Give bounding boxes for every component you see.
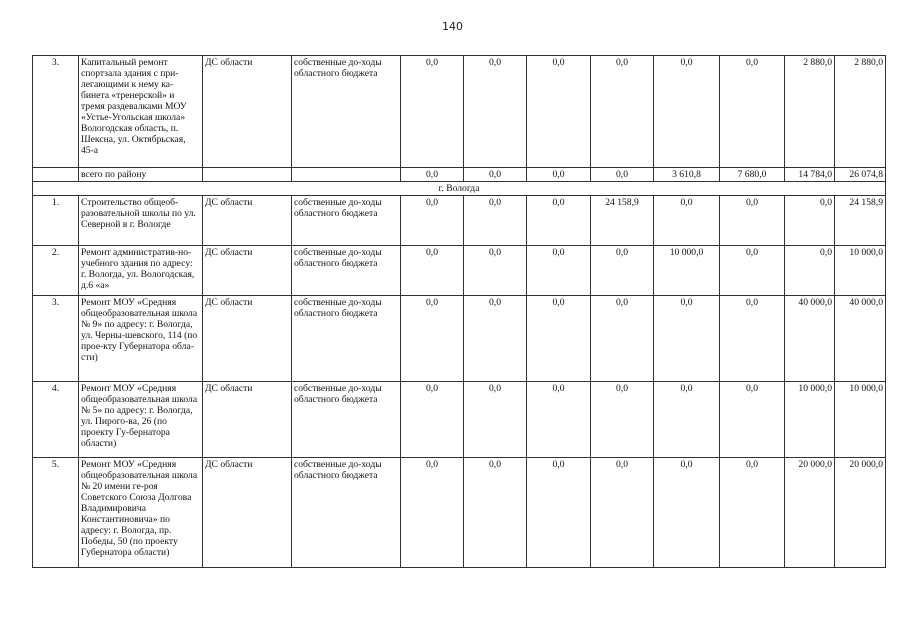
value-cell: 0,0 [720,458,785,568]
table-row [33,382,886,458]
funding-type: собственные до-ходы областного бюджета [292,382,401,458]
value-cell: 0,0 [591,458,654,568]
table-row [33,458,886,568]
value-cell: 0,0 [401,56,464,168]
value-cell: 0,0 [401,458,464,568]
row-number: 5. [33,458,79,568]
value-cell: 0,0 [720,56,785,168]
value-cell: 0,0 [527,196,591,246]
value-cell: 0,0 [785,196,835,246]
value-cell: 0,0 [654,196,720,246]
value-cell: 0,0 [527,382,591,458]
value-cell: 20 000,0 [835,458,886,568]
value-cell: 0,0 [591,246,654,296]
row-number: 3. [33,296,79,382]
value-cell: 0,0 [464,196,527,246]
funding-source: ДС области [203,246,292,296]
value-cell: 0,0 [654,458,720,568]
section-row [33,182,886,196]
value-cell: 0,0 [591,382,654,458]
value-cell: 0,0 [401,196,464,246]
value-cell: 0,0 [401,296,464,382]
value-cell: 2 880,0 [835,56,886,168]
district-total-label: всего по району [79,168,203,182]
value-cell: 10 000,0 [654,246,720,296]
funding-type: собственные до-ходы областного бюджета [292,196,401,246]
table-row [33,296,886,382]
budget-table [32,55,886,568]
value-cell: 0,0 [527,296,591,382]
value-cell: 0,0 [654,296,720,382]
value-cell: 0,0 [654,56,720,168]
table-row [33,196,886,246]
value-cell: 10 000,0 [835,382,886,458]
row-number: 2. [33,246,79,296]
total-cell: 0,0 [401,168,464,182]
value-cell: 0,0 [464,246,527,296]
total-cell: 14 784,0 [785,168,835,182]
value-cell: 0,0 [464,458,527,568]
value-cell: 0,0 [527,458,591,568]
total-cell: 0,0 [527,168,591,182]
row-number: 4. [33,382,79,458]
funding-source: ДС области [203,458,292,568]
funding-source: ДС области [203,296,292,382]
value-cell: 0,0 [527,246,591,296]
value-cell: 20 000,0 [785,458,835,568]
object-name: Ремонт МОУ «Средняя общеобразовательная школа № 9» по адресу: г. Вологда, ул. Черны-шевского, 114 (по прое-кту Губернатора обла-сти) [79,296,203,382]
funding-source: ДС области [203,196,292,246]
value-cell: 0,0 [720,296,785,382]
section-title: г. Вологда [33,182,886,196]
row-number: 3. [33,56,79,168]
value-cell: 0,0 [785,246,835,296]
value-cell: 0,0 [527,56,591,168]
value-cell: 0,0 [401,246,464,296]
value-cell: 0,0 [720,196,785,246]
object-name: Ремонт МОУ «Средняя общеобразовательная школа № 20 имени ге-роя Советского Союза Долгова Владимировича Константиновича» по адресу: г. Вологда, пр. Победы, 50 (по проекту Губернатора области) [79,458,203,568]
object-name: Капитальный ремонт спортзала здания с при-легающими к нему ка-бинета «тренерской» и тремя раздевалками МОУ «Устье-Угольская школа» Вологодская область, п. Шексна, ул. Октябрьская, 45-а [79,56,203,168]
funding-type: собственные до-ходы областного бюджета [292,56,401,168]
funding-type: собственные до-ходы областного бюджета [292,458,401,568]
funding-source: ДС области [203,56,292,168]
value-cell: 40 000,0 [835,296,886,382]
total-cell: 3 610,8 [654,168,720,182]
funding-type: собственные до-ходы областного бюджета [292,296,401,382]
district-total-row [33,168,886,182]
total-cell: 0,0 [464,168,527,182]
value-cell: 40 000,0 [785,296,835,382]
object-name: Ремонт административ-но-учебного здания по адресу: г. Вологда, ул. Вологодская, д.6 «а» [79,246,203,296]
funding-source: ДС области [203,382,292,458]
value-cell: 0,0 [720,382,785,458]
value-cell: 10 000,0 [785,382,835,458]
total-cell: 0,0 [591,168,654,182]
value-cell: 0,0 [720,246,785,296]
value-cell: 0,0 [464,296,527,382]
total-cell: 7 680,0 [720,168,785,182]
table-row [33,56,886,168]
value-cell: 0,0 [591,296,654,382]
value-cell: 0,0 [464,56,527,168]
page-number: 140 [442,20,463,33]
value-cell: 0,0 [654,382,720,458]
object-name: Строительство общеоб-разовательной школы по ул. Северной в г. Вологде [79,196,203,246]
value-cell: 24 158,9 [591,196,654,246]
value-cell: 2 880,0 [785,56,835,168]
value-cell: 0,0 [464,382,527,458]
object-name: Ремонт МОУ «Средняя общеобразовательная школа № 5» по адресу: г. Вологда, ул. Пирого-ва, 26 (по проекту Гу-бернатора области) [79,382,203,458]
table-row [33,246,886,296]
value-cell: 24 158,9 [835,196,886,246]
value-cell: 10 000,0 [835,246,886,296]
funding-type: собственные до-ходы областного бюджета [292,246,401,296]
value-cell: 0,0 [401,382,464,458]
value-cell: 0,0 [591,56,654,168]
total-cell: 26 074,8 [835,168,886,182]
row-number: 1. [33,196,79,246]
